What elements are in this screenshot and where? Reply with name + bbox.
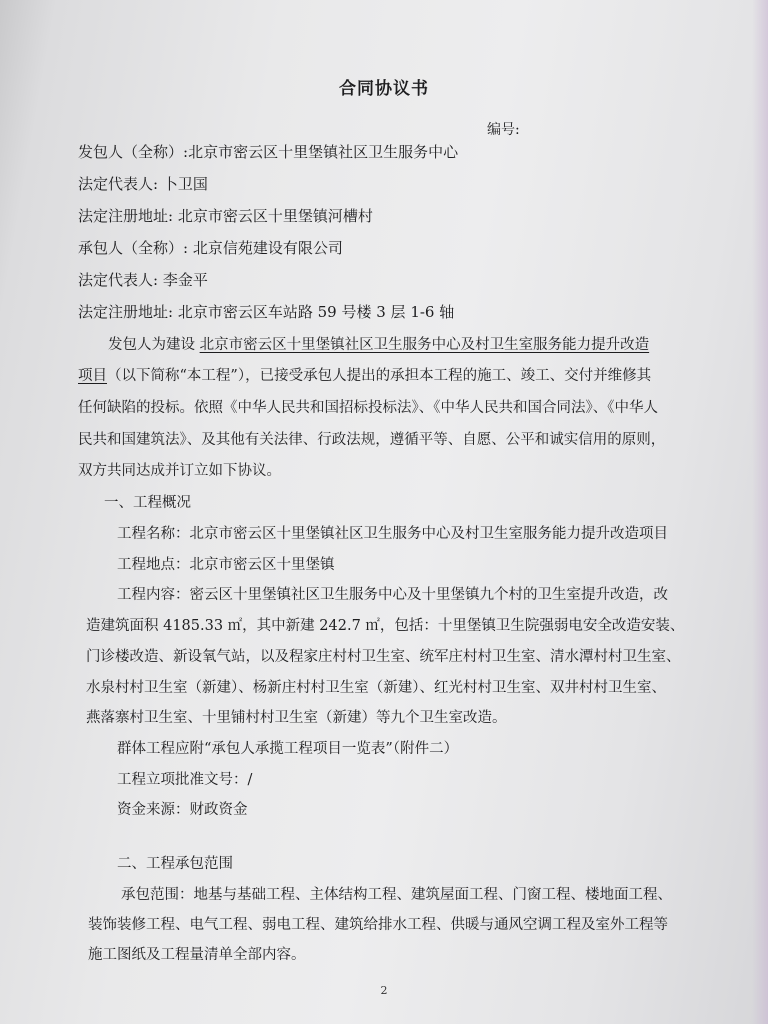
approval-number-line: 工程立项批准文号：/	[117, 772, 253, 788]
project-content-line-1: 工程内容：密云区十里堡镇社区卫生服务中心及十里堡镇九个村的卫生室提升改造，改	[117, 587, 668, 603]
contractor-legal-rep-label: 法定代表人:	[78, 271, 159, 289]
intro-line-3: 任何缺陷的投标。依照《中华人民共和国招标投标法》、《中华人民共和国合同法》、《中华人	[78, 400, 658, 416]
project-content-line-3: 门诊楼改造、新设氧气站，以及程家庄村村卫生室、统军庄村村卫生室、清水潭村村卫生室、	[86, 649, 681, 665]
employer-address-label: 法定注册地址:	[78, 207, 174, 225]
project-content-line-4: 水泉村村卫生室（新建）、杨新庄村村卫生室（新建）、红光村村卫生室、双井村村卫生室、	[86, 680, 666, 696]
intro-prefix: 发包人为建设	[108, 337, 195, 353]
scope-line-3: 施工图纸及工程量清单全部内容。	[88, 947, 306, 963]
project-name-line: 工程名称：北京市密云区十里堡镇社区卫生服务中心及村卫生室服务能力提升改造项目	[117, 526, 668, 542]
intro-line-1	[108, 333, 649, 354]
intro-line-4: 民共和国建筑法》、及其他有关法律、行政法规，遵循平等、自愿、公平和诚实信用的原则，	[78, 432, 666, 448]
contractor-name-label: 承包人（全称）:	[78, 239, 189, 257]
project-name-underlined: 北京市密云区十里堡镇社区卫生服务中心及村卫生室服务能力提升改造	[199, 337, 650, 353]
contractor-address-label: 法定注册地址:	[78, 303, 174, 321]
funding-source-line: 资金来源：财政资金	[117, 802, 248, 818]
employer-name-label: 发包人（全称）:	[78, 143, 189, 161]
employer-address-value: 北京市密云区十里堡镇河槽村	[177, 207, 373, 225]
contractor-legal-rep-value: 李金平	[162, 271, 208, 289]
group-project-line: 群体工程应附“承包人承揽工程项目一览表”（附件二）	[117, 741, 459, 757]
employer-legal-rep-value: 卜卫国	[162, 175, 208, 193]
section-2-heading: 二、工程承包范围	[117, 856, 233, 872]
project-location-line: 工程地点：北京市密云区十里堡镇	[117, 557, 335, 573]
employer-legal-rep-label: 法定代表人:	[78, 175, 159, 193]
contractor-address-value: 北京市密云区车站路 59 号楼 3 层 1-6 轴	[177, 303, 455, 321]
intro-line-5: 双方共同达成并订立如下协议。	[78, 463, 281, 479]
intro-line-2-text: （以下简称“本工程”），已接受承包人提出的承担本工程的施工、竣工、交付并维修其	[107, 368, 652, 384]
employer-name-row	[78, 141, 458, 162]
scope-line-2: 装饰装修工程、电气工程、弱电工程、建筑给排水工程、供暖与通风空调工程及室外工程等	[88, 917, 668, 933]
scope-line-1: 承包范围：地基与基础工程、主体结构工程、建筑屋面工程、门窗工程、楼地面工程、	[121, 887, 672, 903]
employer-name-value: 北京市密云区十里堡镇社区卫生服务中心	[188, 143, 459, 161]
employer-legal-rep-row	[78, 173, 208, 194]
page-number: 2	[380, 984, 388, 997]
document-title: 合同协议书	[339, 79, 429, 99]
project-suffix-underlined: 项目	[78, 368, 107, 384]
intro-line-2	[78, 364, 651, 385]
contractor-address-row	[78, 301, 454, 322]
contractor-name-value: 北京信苑建设有限公司	[192, 239, 343, 257]
contract-number-label: 编号:	[487, 122, 520, 138]
contractor-legal-rep-row	[78, 269, 208, 290]
project-content-line-5: 燕落寨村卫生室、十里铺村村卫生室（新建）等九个卫生室改造。	[86, 710, 507, 726]
contractor-name-row	[78, 237, 343, 258]
employer-address-row	[78, 205, 373, 226]
project-content-line-2: 造建筑面积 4185.33 ㎡，其中新建 242.7 ㎡，包括：十里堡镇卫生院强弱电安全改造安装、	[86, 618, 685, 634]
section-1-heading: 一、工程概况	[104, 495, 191, 511]
